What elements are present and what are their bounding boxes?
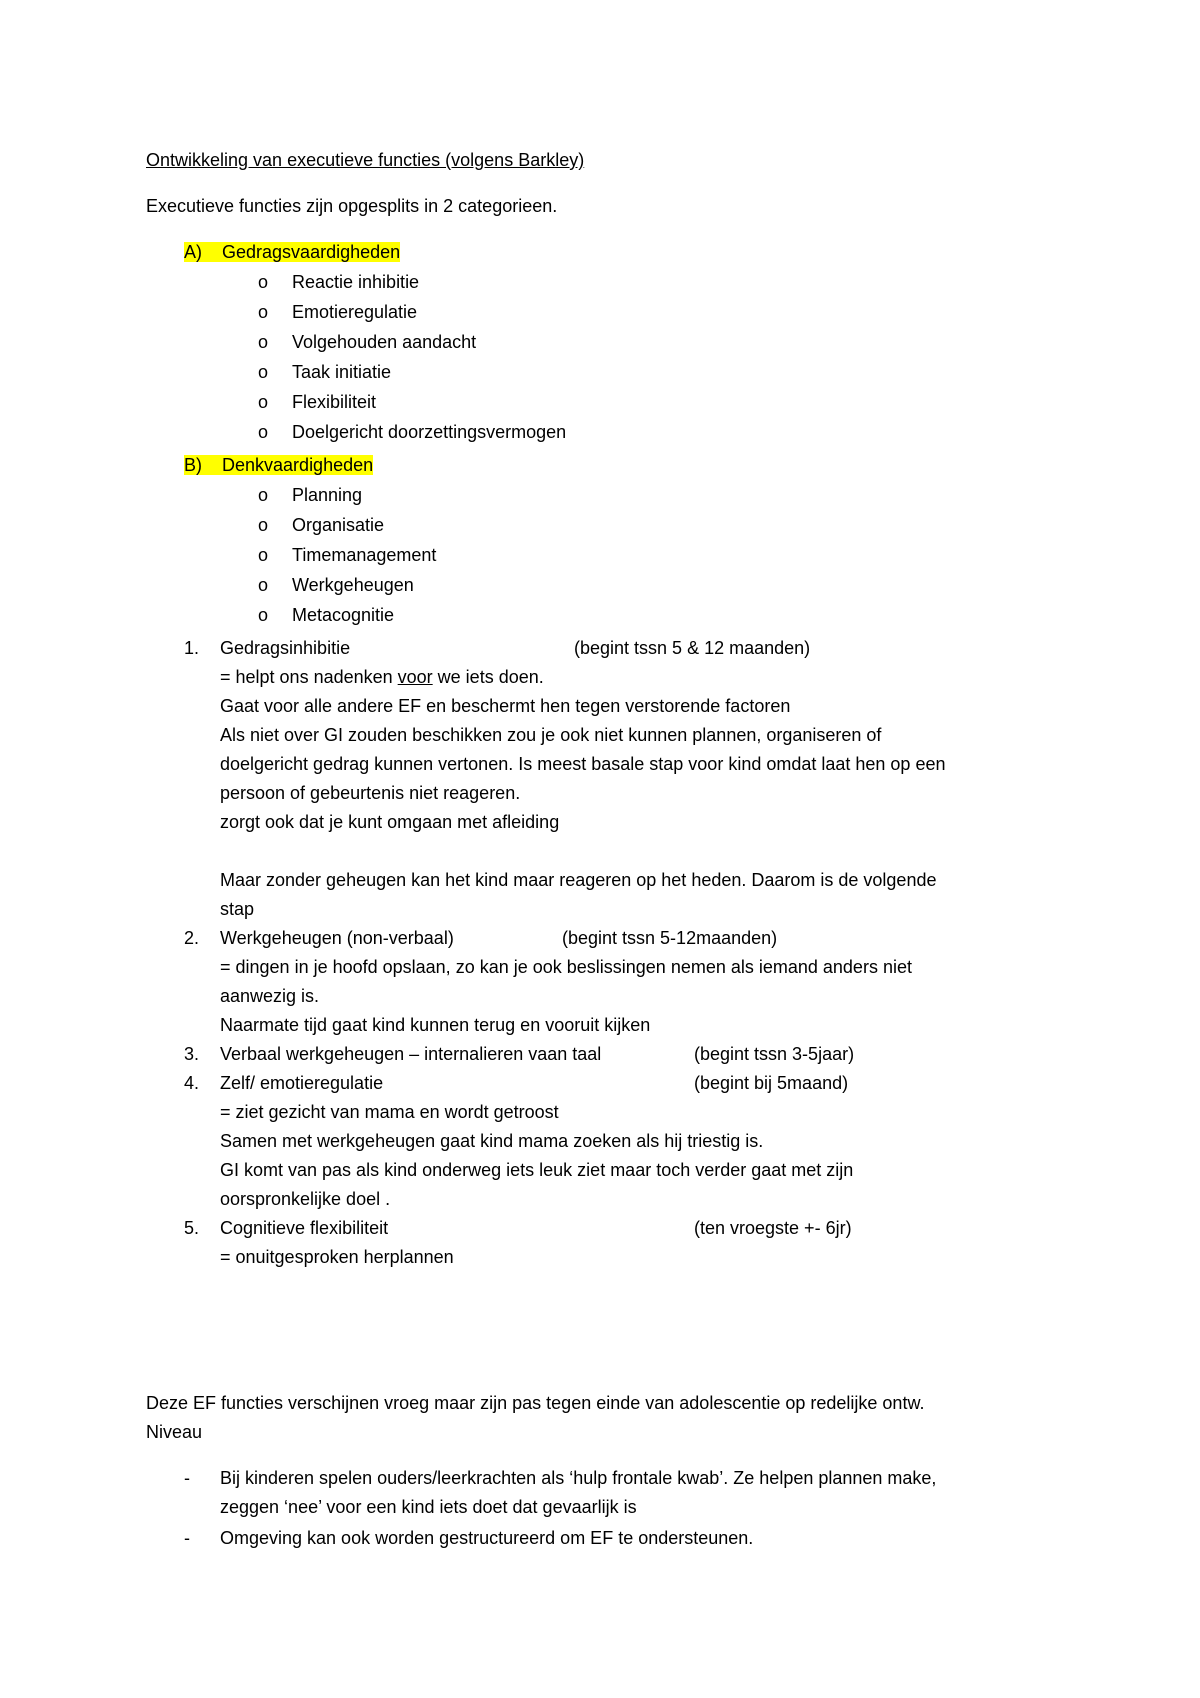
- step-number: 1.: [184, 638, 200, 658]
- category-b-label: Denkvaardigheden: [222, 455, 374, 475]
- step-number: 2.: [184, 928, 200, 948]
- list-item: o Volgehouden aandacht: [258, 332, 477, 352]
- step-1-line: doelgericht gedrag kunnen vertonen. Is meest basale stap voor kind omdat laat hen op een: [220, 754, 946, 774]
- step-age: (ten vroegste +- 6jr): [694, 1218, 852, 1238]
- step-1-line: Gaat voor alle andere EF en beschermt hen tegen verstorende factoren: [220, 696, 791, 716]
- category-a-marker: A): [184, 242, 202, 262]
- step-4-line: Samen met werkgeheugen gaat kind mama zoeken als hij triestig is.: [220, 1131, 764, 1151]
- list-item: o Taak initiatie: [258, 362, 392, 382]
- step-2-line: = dingen in je hoofd opslaan, zo kan je ook beslissingen nemen als iemand anders niet: [220, 957, 912, 977]
- step-number: 4.: [184, 1073, 200, 1093]
- document-title: Ontwikkeling van executieve functies (volgens Barkley): [146, 150, 585, 170]
- category-b: [184, 453, 373, 477]
- category-a: [184, 240, 400, 264]
- list-item: o Werkgeheugen: [258, 575, 414, 595]
- dash-item: - Omgeving kan ook worden gestructureerd om EF te ondersteunen.: [184, 1528, 754, 1548]
- list-item: o Organisatie: [258, 515, 385, 535]
- step-1-line: zorgt ook dat je kunt omgaan met afleiding: [220, 812, 560, 832]
- step-4-line: GI komt van pas als kind onderweg iets leuk ziet maar toch verder gaat met zijn: [220, 1160, 854, 1180]
- step-label: Gedragsinhibitie: [220, 638, 351, 658]
- step-1-line: Als niet over GI zouden beschikken zou je ook niet kunnen plannen, organiseren of: [220, 725, 882, 745]
- list-item: o Metacognitie: [258, 605, 395, 625]
- step-age: (begint tssn 3-5jaar): [694, 1044, 855, 1064]
- dash-marker: -: [184, 1528, 190, 1548]
- closing-paragraph-line-1: Deze EF functies verschijnen vroeg maar zijn pas tegen einde van adolescentie op redelijke ontw.: [146, 1393, 925, 1413]
- step-4-line: = ziet gezicht van mama en wordt getroost: [220, 1102, 559, 1122]
- dash-item-continuation: zeggen ‘nee’ voor een kind iets doet dat gevaarlijk is: [220, 1497, 637, 1517]
- step-5-line: = onuitgesproken herplannen: [220, 1247, 454, 1267]
- step-number: 5.: [184, 1218, 200, 1238]
- list-item: o Emotieregulatie: [258, 302, 418, 322]
- step-age: (begint tssn 5 & 12 maanden): [574, 638, 811, 658]
- list-item: o Timemanagement: [258, 545, 437, 565]
- step-age: (begint tssn 5-12maanden): [562, 928, 778, 948]
- dash-marker: -: [184, 1468, 190, 1488]
- list-item: o Reactie inhibitie: [258, 272, 420, 292]
- list-item: o Flexibiliteit: [258, 392, 377, 412]
- closing-paragraph-line-2: Niveau: [146, 1422, 203, 1442]
- step-label: Zelf/ emotieregulatie: [220, 1073, 384, 1093]
- list-item: o Planning: [258, 485, 363, 505]
- step-label: Cognitieve flexibiliteit: [220, 1218, 389, 1238]
- step-2-line: Naarmate tijd gaat kind kunnen terug en vooruit kijken: [220, 1015, 651, 1035]
- intro-text: Executieve functies zijn opgesplits in 2 categorieen.: [146, 196, 558, 216]
- document-page: [146, 0, 1066, 1698]
- step-2-line: aanwezig is.: [220, 986, 320, 1006]
- category-a-label: Gedragsvaardigheden: [222, 242, 401, 262]
- step-number: 3.: [184, 1044, 200, 1064]
- category-b-marker: B): [184, 455, 202, 475]
- dash-item: - Bij kinderen spelen ouders/leerkrachten als ‘hulp frontale kwab’. Ze helpen plannen make,: [184, 1468, 937, 1488]
- step-1-line: persoon of gebeurtenis niet reageren.: [220, 783, 521, 803]
- step-4-line: oorspronkelijke doel .: [220, 1189, 391, 1209]
- step-label: Werkgeheugen (non-verbaal): [220, 928, 454, 948]
- step-label: Verbaal werkgeheugen – internalieren vaan taal: [220, 1044, 602, 1064]
- list-item: o Doelgericht doorzettingsvermogen: [258, 422, 567, 442]
- step-1-line: Maar zonder geheugen kan het kind maar reageren op het heden. Daarom is de volgende: [220, 870, 937, 890]
- step-1-line: stap: [220, 899, 255, 919]
- step-1-line: = helpt ons nadenken voor we iets doen.: [220, 667, 544, 687]
- step-age: (begint bij 5maand): [694, 1073, 849, 1093]
